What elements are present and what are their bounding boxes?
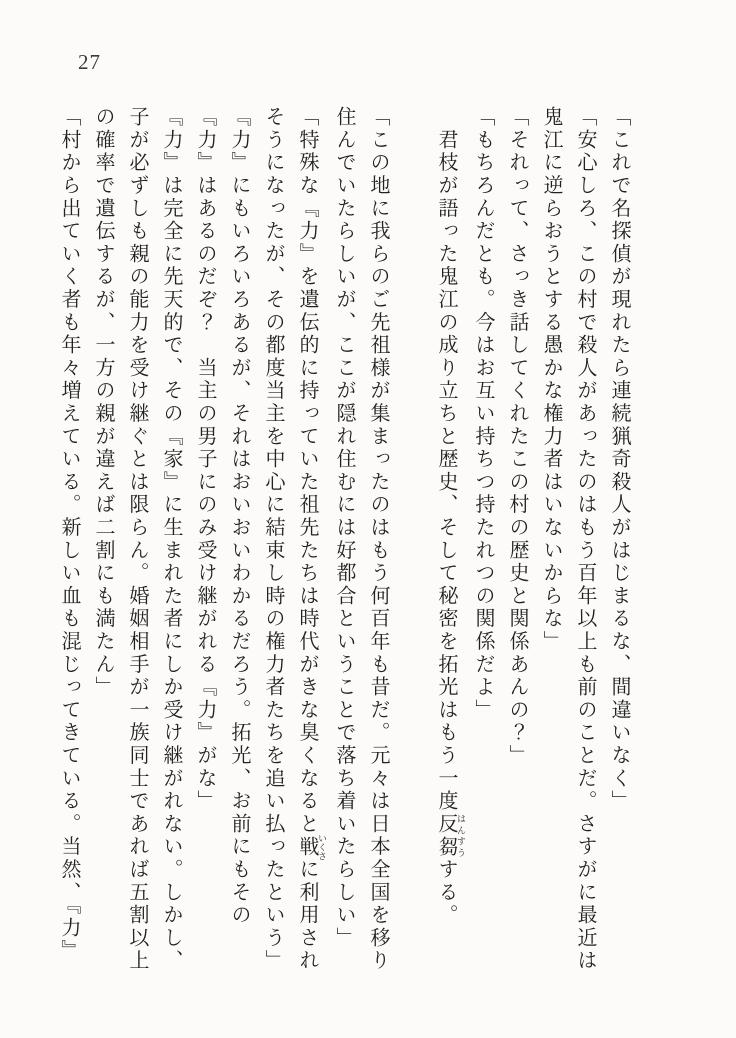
text-line: 住んでいたらしいが、ここが隠れ住むには好都合ということで落ち着いたらしい」	[333, 106, 355, 950]
text-line: 「この地に我らのご先祖様が集まったのはもう何百年も昔だ。元々は日本全国を移り	[367, 106, 389, 973]
text-line: 「これで名探偵が現れたら連続猟奇殺人がはじまるな、間違いなく」	[608, 106, 630, 813]
text-line: 「特殊な『力』を遺伝的に持っていた祖先たちは時代がきな臭くなると戦 いくさに利用され	[296, 106, 327, 973]
text-line: そうになったが、その都度当主を中心に結束し時の権力者たちを追い払ったという」	[262, 106, 284, 973]
vertical-text-block	[52, 106, 636, 998]
text-line: 「もちろんだとも。今はお互い持ちつ持たれつの関係だよ」	[472, 106, 494, 722]
text-line: 「村から出ていく者も年々増えている。新しい血も混じってきている。当然、『力』	[58, 106, 80, 963]
text-line: 「安心しろ、この村で殺人があったのはもう百年以上も前のことだ。さすがに最近は	[574, 106, 596, 973]
text-line: 君枝が語った鬼江の成り立ちと歴史、そして秘密を拓光はもう一度反芻 はんすうする。	[435, 106, 466, 927]
text-line: 『力』はあるのだぞ？ 当主の男子にのみ受け継がれる『力』がな」	[194, 106, 216, 813]
paragraph-spacer	[395, 106, 429, 998]
text-line: 鬼江に逆らおうとする愚かな権力者はいないからな」	[540, 106, 562, 654]
page-number: 27	[78, 50, 101, 74]
text-line: 「それって、さっき話してくれたこの村の歴史と関係あんの？」	[506, 106, 528, 768]
text-line: 『力』は完全に先天的で、その『家』に生まれた者にしか受け継がれない。しかし、	[160, 106, 182, 973]
text-line: 『力』にもいろいろあるが、それはおいおいわかるだろう。拓光、お前にもその	[228, 106, 250, 927]
text-line: 子が必ずしも親の能力を受け継ぐとは限らん。婚姻相手が一族同士であれば五割以上	[126, 106, 148, 973]
text-line: の確率で遺伝するが、一方の親が違えば二割にも満たん」	[92, 106, 114, 699]
